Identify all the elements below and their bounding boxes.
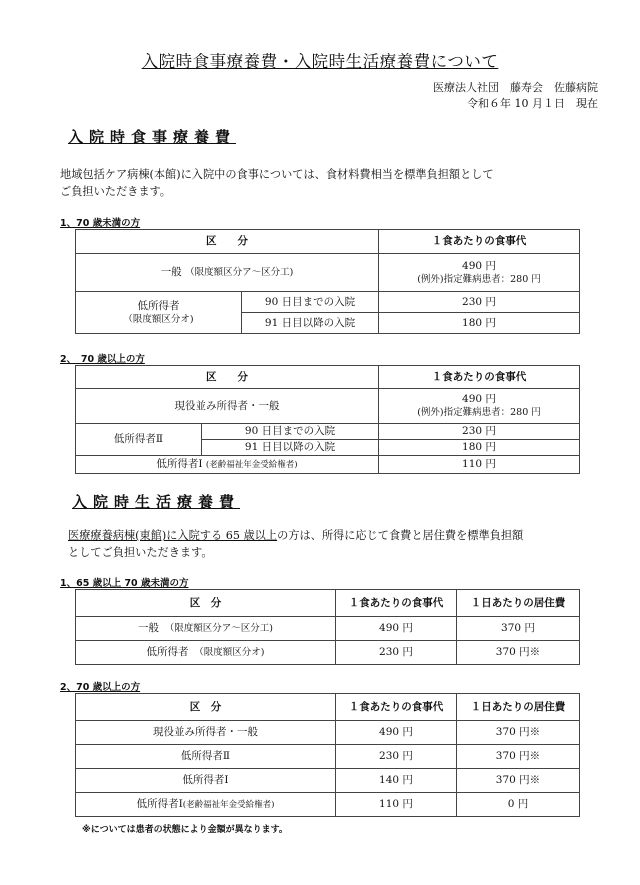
living-paragraph-lead: 医療療養病棟(東館)に入院する 65 歳以上 — [68, 529, 278, 542]
row-category — [76, 641, 336, 665]
table-row — [76, 254, 580, 292]
low-row2-cost: 180 円 — [379, 313, 580, 334]
low-income-1-label: 低所得者Ⅰ — [156, 457, 203, 470]
row-meal: 230 円 — [336, 745, 457, 769]
general-cost-cell — [379, 254, 580, 292]
document-page — [20, 0, 620, 885]
table-header-row — [76, 590, 580, 617]
row-residence: 370 円※ — [457, 641, 580, 665]
active-income-cost: 490 円 — [462, 393, 496, 405]
table-row — [76, 745, 580, 769]
category-note: (老齢福祉年金受給権者) — [182, 799, 275, 810]
table-row — [76, 617, 580, 641]
low-row1-cost: 230 円 — [379, 292, 580, 313]
row-meal: 110 円 — [336, 793, 457, 817]
table-row — [76, 721, 580, 745]
living-70-table — [75, 693, 580, 817]
active-income-cost-cell — [379, 389, 580, 424]
row-meal: 490 円 — [336, 617, 457, 641]
category-note: （限度額区分オ) — [199, 647, 265, 658]
row-residence: 370 円※ — [457, 721, 580, 745]
header-residence-cost: １日あたりの居住費 — [457, 590, 580, 617]
active-income-exception: (例外)指定難病患者：280 円 — [417, 407, 541, 418]
row-category — [76, 769, 336, 793]
meal-under70-table — [75, 229, 580, 334]
low-income-1-note: (老齢福祉年金受給権者) — [205, 459, 298, 470]
low-income-2-label: 低所得者Ⅱ — [76, 424, 202, 456]
row-residence: 0 円 — [457, 793, 580, 817]
low2-row2-cost: 180 円 — [379, 440, 580, 456]
category-label: 低所得者Ⅱ — [180, 749, 231, 762]
row-meal: 490 円 — [336, 721, 457, 745]
header-category: 区 分 — [76, 230, 379, 254]
low-row1-period: 90 日目までの入院 — [242, 292, 379, 313]
document-date: 令和６年 10 月１日 現在 — [467, 97, 598, 110]
living-65-69-label: 1、65 歳以上 70 歳未満の方 — [60, 578, 189, 589]
category-label: 低所得者Ⅰ — [136, 797, 183, 810]
table-header-row — [76, 230, 580, 254]
low-income-1-cell — [76, 456, 379, 474]
row-meal: 140 円 — [336, 769, 457, 793]
low2-row1-cost: 230 円 — [379, 424, 580, 440]
table-row — [76, 456, 580, 474]
living-paragraph-line1 — [68, 527, 618, 544]
table-row — [76, 389, 580, 424]
row-category — [76, 793, 336, 817]
table-header-row — [76, 366, 580, 389]
table-row — [76, 641, 580, 665]
living-paragraph-line2: としてご負担いただきます。 — [68, 546, 213, 559]
category-label: 低所得者Ⅰ — [182, 773, 229, 786]
header-category: 区 分 — [76, 694, 336, 721]
general-label: 一般 — [160, 266, 182, 278]
general-cost: 490 円 — [462, 259, 496, 272]
low2-row2-period: 91 日目以降の入院 — [202, 440, 379, 456]
living-65-69-table — [75, 589, 580, 665]
general-cell — [76, 254, 379, 292]
organization-name: 医療法人社団 藤寿会 佐藤病院 — [433, 81, 598, 94]
header-meal-cost: １食あたりの食事代 — [379, 366, 580, 389]
row-category — [76, 721, 336, 745]
row-residence: 370 円※ — [457, 769, 580, 793]
table-row — [76, 769, 580, 793]
table-header-row — [76, 694, 580, 721]
living-section-heading: 入院時生活療養費 — [72, 493, 241, 511]
meal-over70-table — [75, 365, 580, 474]
meal-paragraph-line1: 地域包括ケア病棟(本館)に入院中の食事については、食材料費相当を標準負担額として — [60, 168, 494, 181]
meal-over70-label: 2、 70 歳以上の方 — [60, 354, 145, 365]
header-meal-cost: １食あたりの食事代 — [336, 694, 457, 721]
living-section-paragraph — [68, 527, 618, 561]
low-row2-period: 91 日目以降の入院 — [242, 313, 379, 334]
category-label: 現役並み所得者・一般 — [153, 725, 258, 738]
active-income-label: 現役並み所得者・一般 — [76, 389, 379, 424]
row-residence: 370 円 — [457, 617, 580, 641]
document-title: 入院時食事療養費・入院時生活療養費について — [141, 52, 499, 71]
meal-section-paragraph — [60, 166, 600, 200]
table-row — [76, 793, 580, 817]
general-range: （限度額区分ア～区分工) — [185, 267, 294, 278]
living-70-label: 2、70 歳以上の方 — [60, 682, 141, 693]
row-residence: 370 円※ — [457, 745, 580, 769]
header-category: 区 分 — [76, 590, 336, 617]
low-income-range: （限度額区分オ) — [123, 313, 194, 325]
header-category: 区 分 — [76, 366, 379, 389]
header-meal-cost: １食あたりの食事代 — [379, 230, 580, 254]
row-category — [76, 745, 336, 769]
row-category — [76, 617, 336, 641]
header-meal-cost: １食あたりの食事代 — [336, 590, 457, 617]
table-row — [76, 292, 580, 313]
living-paragraph-rest: の方は、所得に応じて食費と居住費を標準負担額 — [277, 529, 524, 542]
footnote: ※については患者の状態により金額が異なります。 — [82, 825, 288, 835]
low-income-label: 低所得者 — [137, 299, 180, 312]
category-label: 一般 — [138, 622, 160, 634]
meal-paragraph-line2: ご負担いただきます。 — [60, 185, 171, 198]
header-residence-cost: １日あたりの居住費 — [457, 694, 580, 721]
meal-section-heading: 入院時食事療養費 — [68, 128, 237, 146]
meal-under70-label: 1、70 歳未満の方 — [60, 218, 141, 229]
category-note: （限度額区分ア～区分工) — [169, 623, 273, 634]
low-income-1-cost: 110 円 — [379, 456, 580, 474]
low2-row1-period: 90 日目までの入院 — [202, 424, 379, 440]
category-label: 低所得者 — [146, 646, 189, 658]
table-row — [76, 424, 580, 440]
general-exception: (例外)指定難病患者：280 円 — [417, 273, 541, 285]
row-meal: 230 円 — [336, 641, 457, 665]
low-income-cell — [76, 292, 242, 334]
